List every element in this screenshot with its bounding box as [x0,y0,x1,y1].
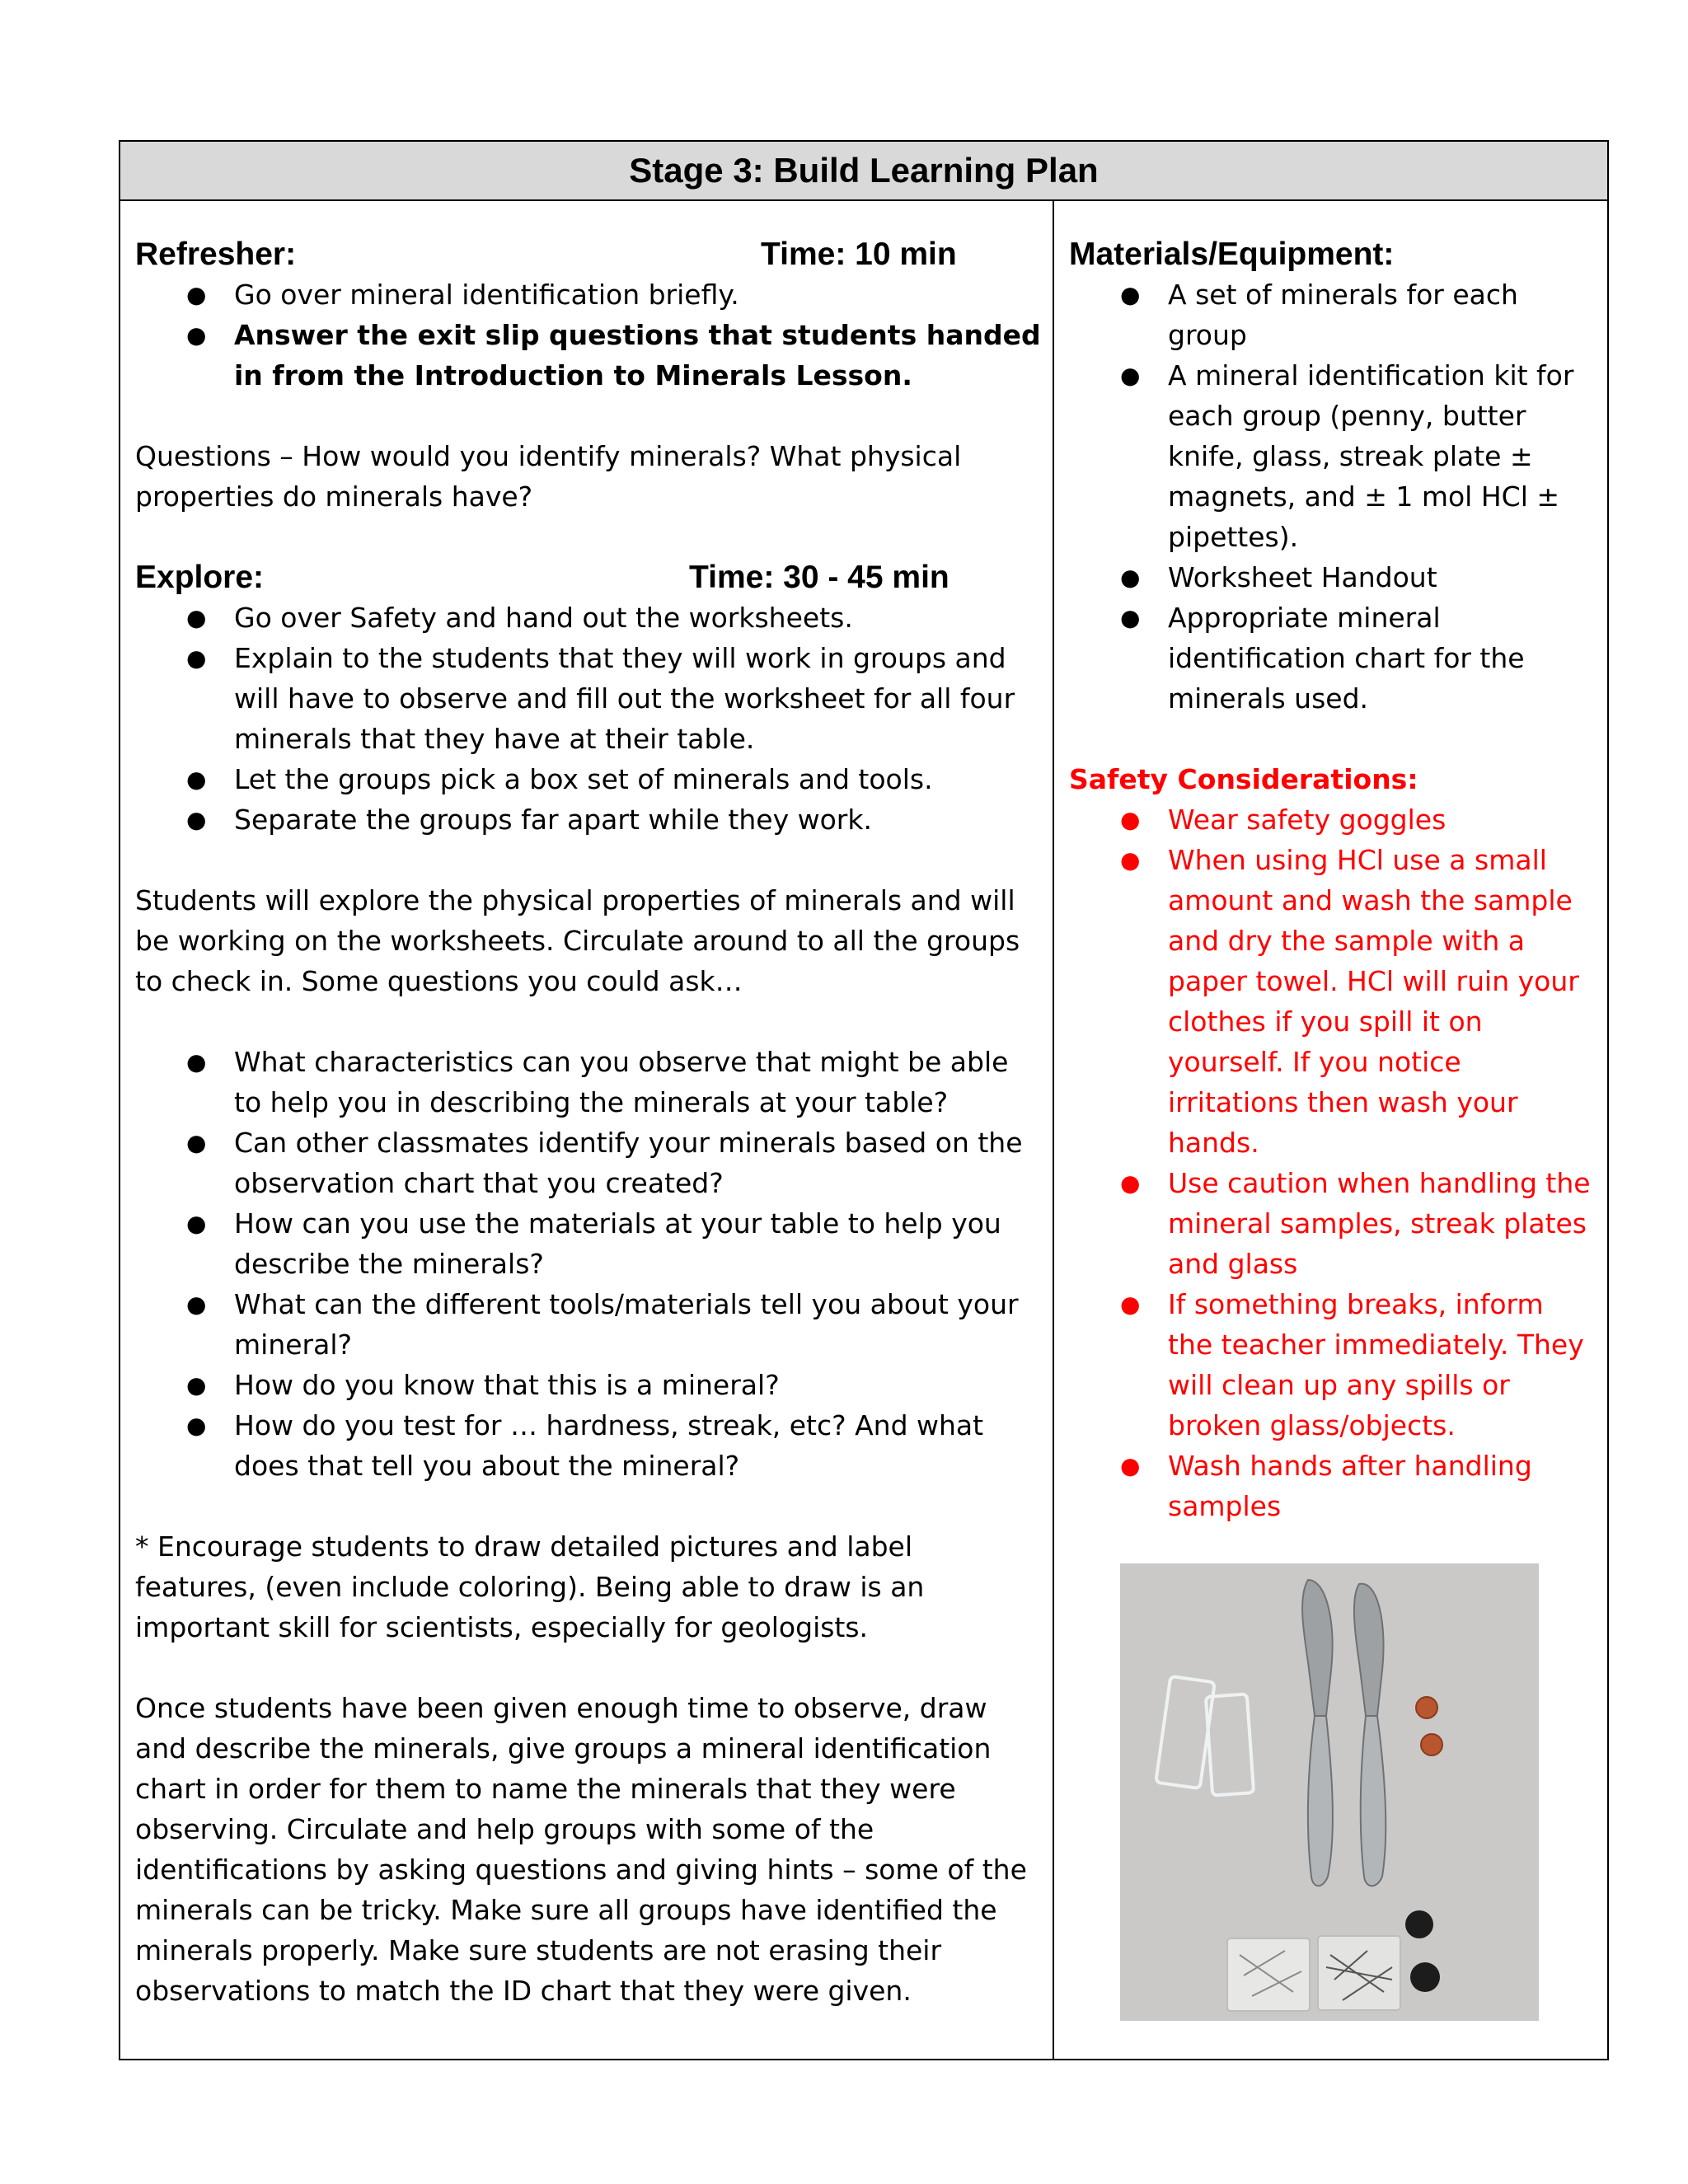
bullet-icon: ● [1120,806,1141,833]
bullet-icon: ● [1120,604,1141,631]
penny-icon [1416,1697,1437,1718]
magnet-icon [1405,1910,1433,1938]
list-item: ● If something breaks, inform the teacher immediately. They will clean up any spills or broken glass/objects. [1069,1284,1597,1446]
bullet-icon: ● [1120,1452,1141,1479]
list-item: ● Use caution when handling the mineral samples, streak plates and glass [1069,1163,1597,1284]
list-item: ● How can you use the materials at your table to help you describe the minerals? [135,1203,1042,1284]
list-item: ● Appropriate mineral identification chart for the minerals used. [1069,598,1597,719]
identification-paragraph: Once students have been given enough time to observe, draw and describe the minerals, give groups a mineral identification chart in order for them to name the minerals that they were observing. Circulate and help groups with some of the identifications by asking questions and giving hints – some of the minerals can be tricky. Make sure all groups have identified the minerals properly. Make sure students are not erasing their observations to match the ID chart that they were given. [135,1692,1027,2007]
bullet-icon: ● [186,321,207,349]
explore-heading: Explore: [135,560,265,595]
bullet-icon: ● [186,604,207,631]
explore-time: Time: 30 - 45 min [689,560,950,595]
explore-list [135,598,1042,840]
list-item: ● Answer the exit slip questions that students handed in from the Introduction to Minerals Lesson. [135,315,1042,396]
list-item: ● Wash hands after handling samples [1069,1446,1597,1526]
list-item: ● When using HCl use a small amount and wash the sample and dry the sample with a paper towel. HCl will ruin your clothes if you spill it on yourself. If you notice irritations then wash your hands. [1069,840,1597,1163]
list-item: ● Go over Safety and hand out the worksheets. [135,598,1042,638]
list-item: ● How do you know that this is a mineral? [135,1365,1042,1405]
streak-plate-icon [1227,1938,1310,2011]
bullet-icon: ● [186,644,207,672]
list-item: ● What characteristics can you observe that might be able to help you in describing the minerals at your table? [135,1042,1042,1122]
left-column [120,201,1054,2059]
bullet-icon: ● [186,281,207,308]
safety-list [1069,799,1597,1526]
refresher-heading: Refresher: [135,237,297,272]
bullet-icon: ● [1120,564,1141,591]
bullet-icon: ● [1120,846,1141,874]
bullet-icon: ● [186,1048,207,1076]
drawing-note: * Encourage students to draw detailed pictures and label features, (even include coloring). Being able to draw is an important skill for scientists, especially for geologists. [135,1530,925,1643]
list-item: ● Wear safety goggles [1069,799,1597,840]
bullet-icon: ● [186,806,207,833]
bullet-icon: ● [186,766,207,793]
bullet-icon: ● [186,1371,207,1399]
list-item: ● What can the different tools/materials tell you about your mineral? [135,1284,1042,1365]
list-item: ● Go over mineral identification briefly. [135,274,1042,315]
materials-list [1069,274,1597,719]
bullet-icon: ● [1120,1169,1141,1197]
bullet-icon: ● [186,1412,207,1439]
bullet-icon: ● [1120,362,1141,389]
list-item: ● Can other classmates identify your minerals based on the observation chart that you created? [135,1122,1042,1203]
list-item: ● Let the groups pick a box set of minerals and tools. [135,759,1042,799]
refresher-list [135,274,1042,396]
explore-paragraph: Students will explore the physical properties of minerals and will be working on the worksheets. Circulate around to all the groups to check in. Some questions you could ask… [135,884,1020,997]
bullet-icon: ● [1120,281,1141,308]
safety-heading: Safety Considerations: [1069,763,1418,795]
list-item: ● A set of minerals for each group [1069,274,1597,355]
list-item: ● A mineral identification kit for each group (penny, butter knife, glass, streak plate ± magnets, and ± 1 mol HCl ± pipettes). [1069,355,1597,557]
penny-icon [1421,1734,1442,1755]
refresher-time: Time: 10 min [761,237,957,272]
refresher-header [135,234,1042,274]
page-title: Stage 3: Build Learning Plan [120,142,1607,201]
magnet-icon [1410,1962,1440,1992]
bullet-icon: ● [186,1291,207,1318]
bullet-icon: ● [186,1129,207,1156]
streak-plate-icon [1318,1936,1400,2010]
materials-heading: Materials/Equipment: [1069,237,1395,272]
explore-questions-list [135,1042,1042,1486]
list-item: ● How do you test for … hardness, streak, etc? And what does that tell you about the mineral? [135,1405,1042,1486]
bullet-icon: ● [1120,1291,1141,1318]
mineral-kit-illustration [1120,1563,1539,2021]
explore-header [135,557,1042,598]
list-item: ● Separate the groups far apart while they work. [135,799,1042,840]
refresher-questions: Questions – How would you identify minerals? What physical properties do minerals have? [135,440,962,513]
list-item: ● Explain to the students that they will work in groups and will have to observe and fill out the worksheet for all four minerals that they have at their table. [135,638,1042,759]
list-item: ● Worksheet Handout [1069,557,1597,598]
bullet-icon: ● [186,1210,207,1237]
mineral-kit-photo [1120,1563,1539,2021]
